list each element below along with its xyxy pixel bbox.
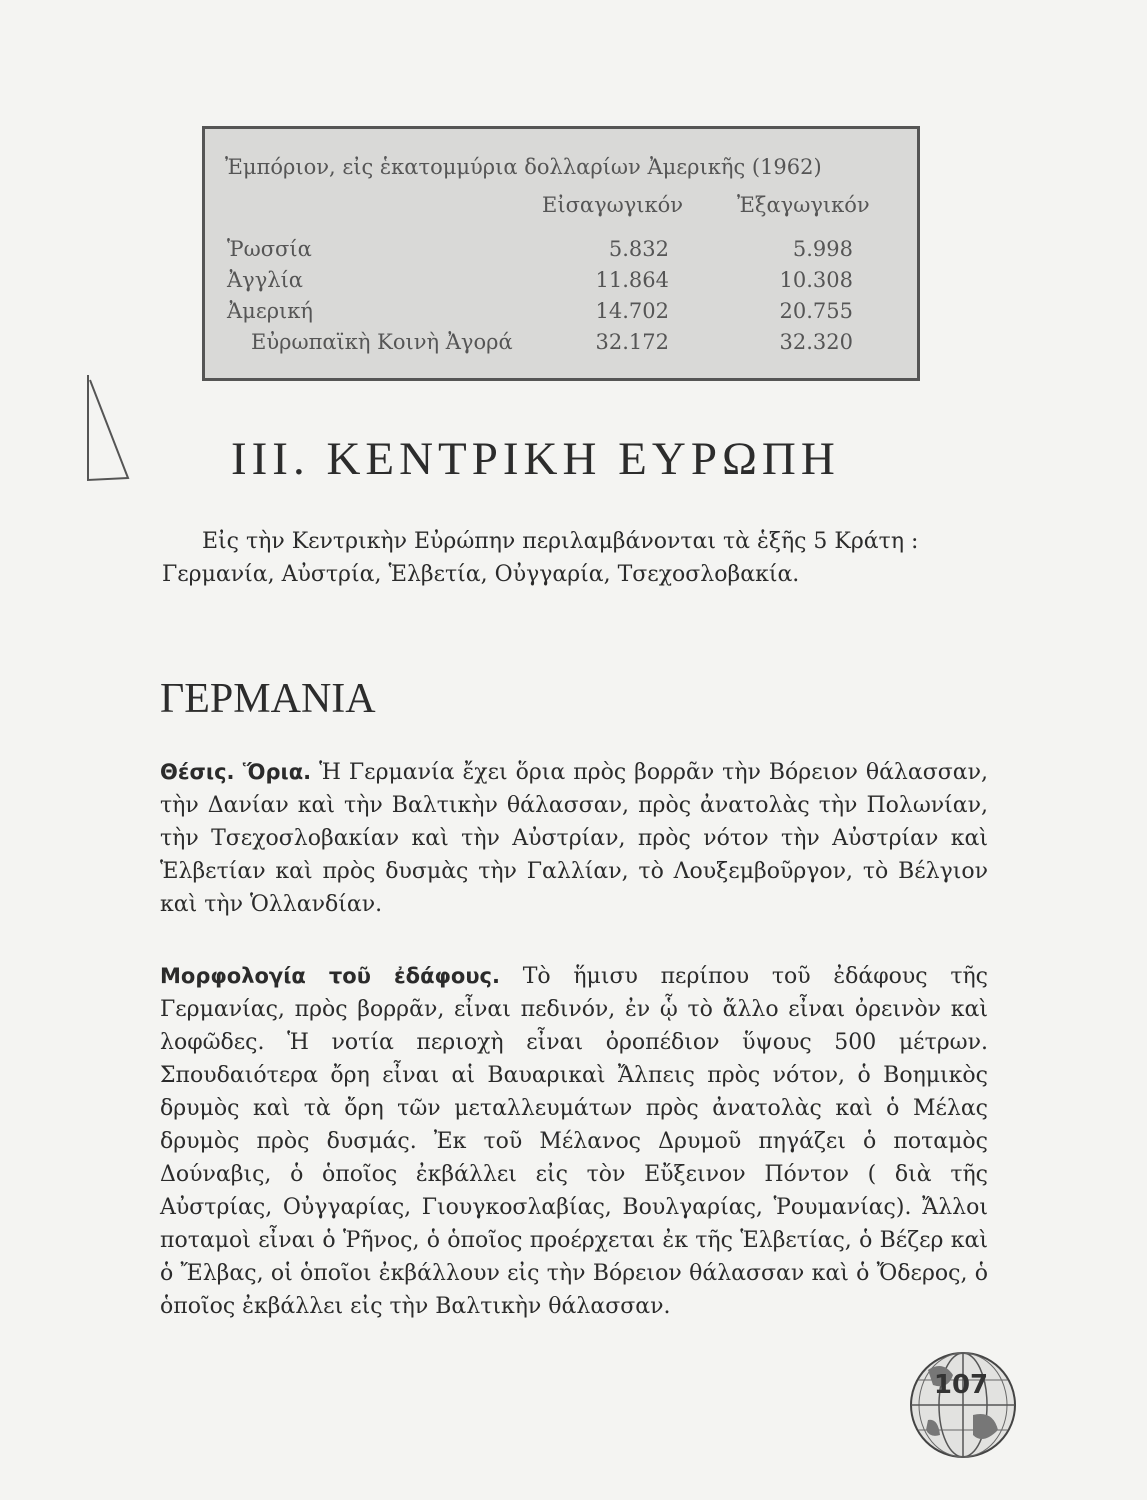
- intro-line: Γερμανία, Αὐστρία, Ἑλβετία, Οὐγγαρία, Τσεχοσλοβακία.: [162, 562, 800, 587]
- borders-label: Θέσις. Ὅρια.: [160, 760, 312, 784]
- section-title: III. ΚΕΝΤΡΙΚΗ ΕΥΡΩΠΗ: [231, 433, 840, 485]
- export-column-header: Ἐξαγωγικόν: [737, 193, 870, 217]
- intro-line: Εἰς τὴν Κεντρικὴν Εὐρώπην περιλαμβάνονται τὰ ἑξῆς 5 Κράτη :: [202, 529, 919, 554]
- page-number: 107: [933, 1370, 989, 1400]
- table-row: [205, 299, 917, 329]
- country-name: Εὐρωπαϊκὴ Κοινὴ Ἀγορά: [251, 330, 513, 354]
- table-row: [205, 268, 917, 298]
- import-value: 5.832: [608, 237, 669, 261]
- globe-icon: [898, 1340, 1028, 1470]
- export-value: 32.320: [779, 330, 853, 354]
- morphology-paragraph: [160, 960, 988, 1323]
- country-title: ΓΕΡΜΑΝΙΑ: [160, 676, 376, 722]
- export-value: 20.755: [779, 299, 853, 323]
- borders-text: Ἡ Γερμανία ἔχει ὅρια πρὸς βορρᾶν τὴν Βόρειον θάλασσαν, τὴν Δανίαν καὶ τὴν Βαλτικὴν θάλασσαν, πρὸς ἀνατολὰς τὴν Πολωνίαν, τὴν Τσεχοσλοβακίαν καὶ τὴν Αὐστρίαν, πρὸς νότον τὴν Αὐστρίαν καὶ Ἑλβετίαν καὶ πρὸς δυσμὰς τὴν Γαλλίαν, τὸ Λουξεμβοῦργον, τὸ Βέλγιον καὶ τὴν Ὁλλανδίαν.: [160, 760, 988, 917]
- country-name: Ῥωσσία: [227, 237, 312, 261]
- import-column-header: Εἰσαγωγικόν: [542, 193, 684, 217]
- export-value: 10.308: [779, 268, 853, 292]
- handwritten-mark: [80, 370, 140, 490]
- import-value: 11.864: [595, 268, 669, 292]
- table-row: [205, 237, 917, 267]
- country-name: Ἀμερική: [227, 299, 313, 323]
- import-value: 32.172: [595, 330, 669, 354]
- import-value: 14.702: [595, 299, 669, 323]
- morphology-label: Μορφολογία τοῦ ἐδάφους.: [160, 964, 500, 988]
- export-value: 5.998: [792, 237, 853, 261]
- intro-paragraph: [162, 525, 992, 591]
- table-row: [205, 330, 917, 360]
- country-name: Ἀγγλία: [227, 268, 303, 292]
- trade-table-title: Ἐμπόριον, εἰς ἑκατομμύρια δολλαρίων Ἀμερικῆς (1962): [225, 155, 822, 179]
- borders-paragraph: [160, 756, 988, 921]
- trade-table: [202, 126, 920, 381]
- morphology-text: Τὸ ἥμισυ περίπου τοῦ ἐδάφους τῆς Γερμανίας, πρὸς βορρᾶν, εἶναι πεδινόν, ἐν ᾧ τὸ ἄλλο εἶναι ὀρεινὸν καὶ λοφῶδες. Ἡ νοτία περιοχὴ εἶναι ὀροπέδιον ὕψους 500 μέτρων. Σπουδαιότερα ὄρη εἶναι αἱ Βαυαρικαὶ Ἄλπεις πρὸς νότον, ὁ Βοημικὸς δρυμὸς καὶ τὰ ὄρη τῶν μεταλλευμάτων πρὸς ἀνατολὰς καὶ ὁ Μέλας δρυμὸς πρὸς δυσμάς. Ἐκ τοῦ Μέλανος Δρυμοῦ πηγάζει ὁ ποταμὸς Δούναβις, ὁ ὁποῖος ἐκβάλλει εἰς τὸν Εὔξεινον Πόντον ( διὰ τῆς Αὐστρίας, Οὐγγαρίας, Γιουγκοσλαβίας, Βουλγαρίας, Ῥουμανίας). Ἄλλοι ποταμοὶ εἶναι ὁ Ῥῆνος, ὁ ὁποῖος προέρχεται ἐκ τῆς Ἑλβετίας, ὁ Βέζερ καὶ ὁ Ἔλβας, οἱ ὁποῖοι ἐκβάλλουν εἰς τὴν Βόρειον θάλασσαν καὶ ὁ Ὄδερος, ὁ ὁποῖος ἐκβάλλει εἰς τὴν Βαλτικὴν θάλασσαν.: [160, 964, 988, 1319]
